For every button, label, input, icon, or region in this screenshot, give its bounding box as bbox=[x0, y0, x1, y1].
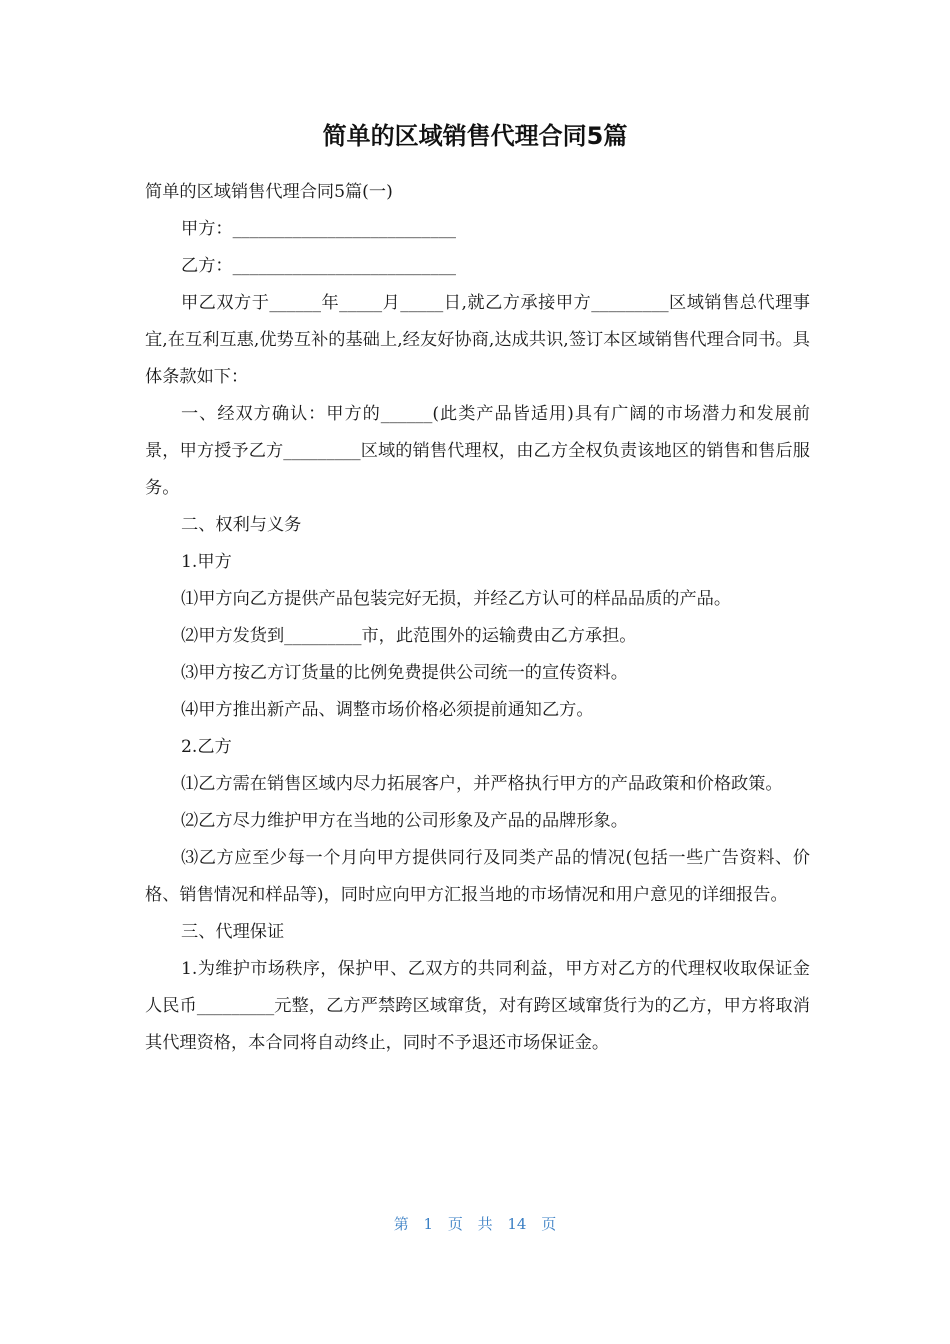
document-body bbox=[145, 174, 810, 1062]
clause-3-heading: 三、代理保证 bbox=[181, 922, 285, 942]
intro-paragraph: 甲乙双方于______年_____月_____日,就乙方承接甲方_________区域销售总代理事宜,在互利互惠,优势互补的基础上,经友好协商,达成共识,签订本区域销售代理合同书。具体条款如下： bbox=[145, 293, 810, 387]
list-item: ⑵甲方发货到_________市，此范围外的运输费由乙方承担。 bbox=[181, 626, 637, 646]
list-item: ⑴甲方向乙方提供产品包装完好无损，并经乙方认可的样品品质的产品。 bbox=[181, 589, 732, 609]
party-b-heading: 2.乙方 bbox=[181, 737, 232, 757]
list-item: ⑶甲方按乙方订货量的比例免费提供公司统一的宣传资料。 bbox=[181, 663, 628, 683]
list-item: ⑶乙方应至少每一个月向甲方提供同行及同类产品的情况(包括一些广告资料、价格、销售情况和样品等)，同时应向甲方汇报当地的市场情况和用户意见的详细报告。 bbox=[145, 848, 810, 905]
party-b-field: 乙方：__________________________ bbox=[181, 256, 457, 276]
page-number-footer: 第 1 页 共 14 页 bbox=[393, 1215, 557, 1233]
clause-2-heading: 二、权利与义务 bbox=[181, 515, 302, 535]
clause-3-item-1: 1.为维护市场秩序，保护甲、乙双方的共同利益，甲方对乙方的代理权收取保证金人民币_________元整，乙方严禁跨区域窜货，对有跨区域窜货行为的乙方，甲方将取消其代理资格，本合同将自动终止，同时不予退还市场保证金。 bbox=[145, 959, 810, 1053]
clause-1: 一、经双方确认：甲方的______(此类产品皆适用)具有广阔的市场潜力和发展前景，甲方授予乙方_________区域的销售代理权，由乙方全权负责该地区的销售和售后服务。 bbox=[145, 404, 810, 498]
party-a-heading: 1.甲方 bbox=[181, 552, 232, 572]
list-item: ⑷甲方推出新产品、调整市场价格必须提前通知乙方。 bbox=[181, 700, 594, 720]
party-a-field: 甲方：__________________________ bbox=[181, 219, 457, 239]
list-item: ⑴乙方需在销售区域内尽力拓展客户，并严格执行甲方的产品政策和价格政策。 bbox=[181, 774, 783, 794]
document-title: 简单的区域销售代理合同5篇 bbox=[322, 122, 628, 150]
list-item: ⑵乙方尽力维护甲方在当地的公司形象及产品的品牌形象。 bbox=[181, 811, 628, 831]
section-heading: 简单的区域销售代理合同5篇(一) bbox=[145, 182, 393, 202]
